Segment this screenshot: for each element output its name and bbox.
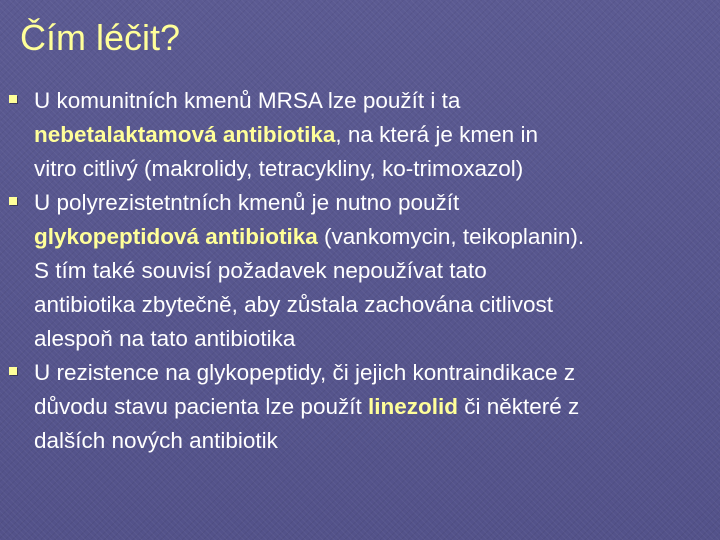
bullet-item <box>8 356 714 458</box>
bullet-text: S tím také souvisí požadavek nepoužívat tato <box>34 258 487 283</box>
bullet-item <box>8 84 714 186</box>
bullet-line <box>34 356 714 390</box>
bullet-text: U polyrezistetntních kmenů je nutno použít <box>34 190 460 215</box>
bullet-line <box>34 118 714 152</box>
bullet-text: alespoň na tato antibiotika <box>34 326 296 351</box>
square-bullet-icon <box>8 196 18 206</box>
bullet-text: vitro citlivý (makrolidy, tetracykliny, ko-trimoxazol) <box>34 156 524 181</box>
bullet-line <box>34 254 714 288</box>
bullet-line <box>34 220 714 254</box>
bullet-line <box>34 152 714 186</box>
highlighted-term: nebetalaktamová antibiotika <box>34 122 336 147</box>
bullet-text: důvodu stavu pacienta lze použít <box>34 394 368 419</box>
bullet-text: , na která je kmen in <box>335 122 538 147</box>
bullet-text: (vankomycin, teikoplanin). <box>317 224 585 249</box>
square-bullet-icon <box>8 94 18 104</box>
highlighted-term: glykopeptidová antibiotika <box>34 224 318 249</box>
highlighted-term: linezolid <box>367 394 458 419</box>
bullet-text: dalších nových antibiotik <box>34 428 278 453</box>
slide-title: Čím léčit? <box>20 17 181 58</box>
bullet-text: či některé z <box>457 394 580 419</box>
bullet-line <box>34 84 714 118</box>
bullet-line <box>34 390 714 424</box>
bullet-text: antibiotika zbytečně, aby zůstala zachována citlivost <box>34 292 554 317</box>
square-bullet-icon <box>8 366 18 376</box>
bullet-item <box>8 186 714 356</box>
bullet-line <box>34 288 714 322</box>
bullet-text: U komunitních kmenů MRSA lze použít i ta <box>34 88 461 113</box>
bullet-line <box>34 186 714 220</box>
bullet-line <box>34 322 714 356</box>
bullet-list <box>8 84 714 458</box>
bullet-line <box>34 424 714 458</box>
bullet-text: U rezistence na glykopeptidy, či jejich kontraindikace z <box>34 360 576 385</box>
